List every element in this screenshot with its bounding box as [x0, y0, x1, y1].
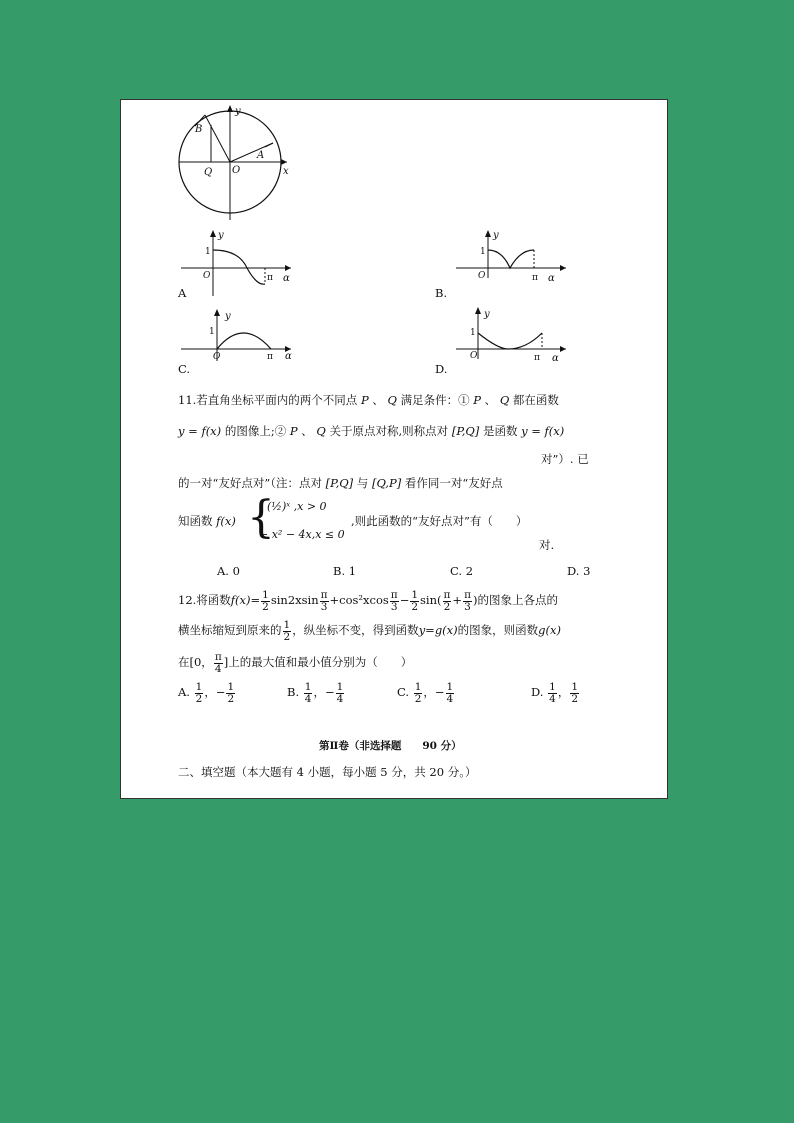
q11-line3: 对”）. 已: [541, 452, 589, 466]
q11-line5-prefix: 知函数 f(x): [178, 514, 236, 528]
q12-line2: 横坐标缩短到原来的 $\frac{1}{2}$ ，纵坐标不变，得到函数y=g(x)的图象，则函数g(x): [178, 618, 561, 643]
q12-option-a: A. $\frac{1}{2}$ ，− $\frac{1}{2}$: [178, 680, 235, 705]
svg-text:α: α: [285, 351, 292, 362]
svg-text:1: 1: [205, 247, 211, 257]
svg-text:y: y: [493, 230, 499, 241]
svg-text:1: 1: [480, 247, 486, 257]
point-a-label: A: [257, 150, 265, 161]
section-title: 第Ⅱ卷（非选择题 90 分）: [319, 740, 462, 752]
piecewise-case-2: − x² − 4x,x ≤ 0: [259, 528, 345, 541]
q11-option-a: A. 0: [217, 564, 240, 578]
svg-text:y: y: [484, 309, 490, 320]
x-axis-arrow: [281, 159, 287, 165]
svg-text:O: O: [203, 271, 211, 281]
point-b-label: B: [195, 124, 203, 135]
graph-b-label: B.: [435, 286, 448, 300]
curve-d: [478, 333, 542, 349]
q11-line4: 的一对“友好点对”（注：点对 [P,Q] 与 [Q,P] 看作同一对“友好点: [178, 476, 503, 490]
q11-line5-suffix: ,则此函数的“友好点对”有（ ）: [351, 514, 528, 528]
y-label: y: [235, 106, 241, 117]
point-q-label: Q: [204, 167, 213, 178]
q12-line1: 12.将函数f(x)= $\frac{1}{2}$ sin2xsin $\frac{\pi}{3}$ +cos²xcos $\frac{\pi}{3}$ − $\frac{1}{2}$ sin( $\frac{\pi}{2}$ + $\frac{\pi}{3}$ )的图象上各点的: [178, 588, 558, 613]
svg-text:π: π: [534, 353, 540, 363]
graph-c-label: C.: [178, 362, 191, 376]
ray-ob: [205, 115, 230, 162]
exam-paper: [120, 99, 668, 799]
q11-option-d: D. 3: [567, 564, 591, 578]
svg-text:α: α: [283, 273, 290, 284]
svg-text:1: 1: [470, 328, 476, 338]
svg-text:y: y: [218, 230, 224, 241]
q11-option-c: C. 2: [450, 564, 474, 578]
piecewise-brace: {: [247, 492, 275, 543]
graph-d-label: D.: [435, 362, 448, 376]
q11-option-b: B. 1: [333, 564, 357, 578]
graph-d: [454, 305, 574, 367]
svg-text:α: α: [552, 353, 559, 364]
q12-line3: 在[0， $\frac{\pi}{4}$ ]上的最大值和最小值分别为（ ）: [178, 650, 413, 675]
q11-line6: 对.: [539, 538, 555, 552]
q11-line2: y = f(x) 的图像上;② P 、 Q 关于原点对称,则称点对 [P,Q] 是函数 y = f(x): [178, 424, 565, 438]
q12-option-d: D. $\frac{1}{4}$ ， $\frac{1}{2}$: [531, 680, 578, 705]
graph-b: [454, 228, 574, 298]
graph-c: [179, 307, 299, 367]
svg-text:O: O: [213, 352, 221, 362]
graph-a-label: A: [178, 286, 187, 300]
svg-text:π: π: [532, 273, 538, 283]
piecewise-case-1: (½)ˣ ,x > 0: [267, 500, 327, 513]
q11-line1: 11.若直角坐标平面内的两个不同点 P 、 Q 满足条件：① P 、 Q 都在函数: [178, 393, 559, 407]
svg-text:1: 1: [209, 327, 215, 337]
curve-b: [488, 250, 534, 268]
curve-a: [213, 250, 265, 284]
x-label: x: [283, 166, 289, 177]
q12-option-b: B. $\frac{1}{4}$ ，− $\frac{1}{4}$: [287, 680, 344, 705]
svg-text:π: π: [267, 273, 273, 283]
svg-text:π: π: [267, 352, 273, 362]
unit-circle-figure: [171, 102, 301, 227]
graph-a: [179, 228, 299, 308]
svg-text:α: α: [548, 273, 555, 284]
fill-blank-heading: 二、填空题（本大题有 4 小题，每小题 5 分，共 20 分。）: [178, 765, 477, 779]
curve-c: [217, 333, 271, 349]
origin-label: O: [232, 165, 241, 176]
svg-text:O: O: [470, 351, 478, 361]
svg-text:y: y: [225, 311, 231, 322]
svg-text:O: O: [478, 271, 486, 281]
q12-option-c: C. $\frac{1}{2}$ ，− $\frac{1}{4}$: [397, 680, 454, 705]
y-axis-arrow: [227, 105, 233, 112]
